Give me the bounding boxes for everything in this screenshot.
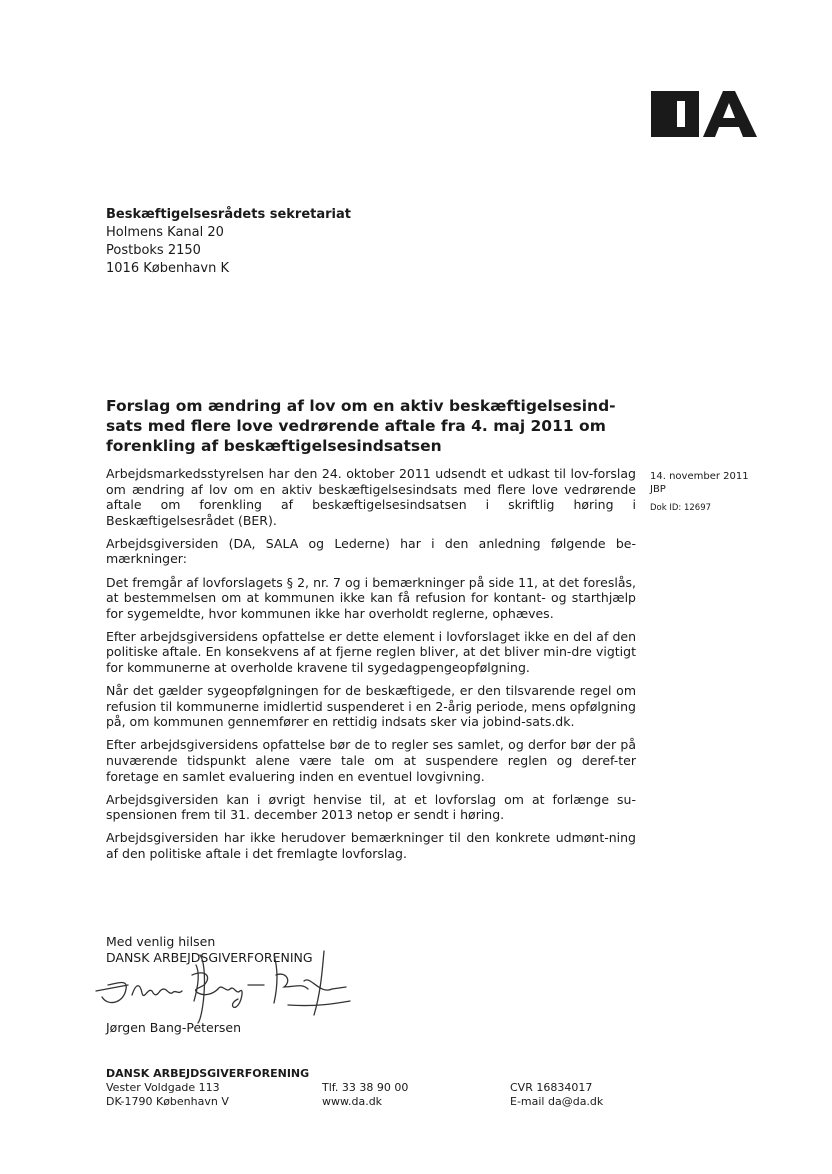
paragraph: Arbejdsgiversiden kan i øvrigt henvise til, at et lovforslag om at forlænge su-spensionen frem til 31. december 2013 netop er sendt i høring. bbox=[106, 791, 636, 823]
paragraph: Efter arbejdsgiversidens opfattelse bør de to regler ses samlet, og derfor bør der på nuværende tidspunkt alene være tale om at suspendere reglen og deref-ter foretage en samlet evaluering inden en eventuel lovgivning. bbox=[106, 737, 636, 784]
recipient-pobox: Postboks 2150 bbox=[106, 243, 201, 258]
paragraph: Arbejdsgiversiden har ikke herudover bemærkninger til den konkrete udmønt-ning af den politiske aftale i det fremlagte lovforslag. bbox=[106, 830, 636, 861]
letter-title: Forslag om ændring af lov om en aktiv beskæftigelsesind-sats med flere love vedrørende aftale fra 4. maj 2011 om forenkling af beskæftigelsesindsatsen bbox=[106, 397, 616, 455]
letter-body bbox=[106, 466, 636, 869]
paragraph: Det fremgår af lovforslagets § 2, nr. 7 og i bemærkninger på side 11, at det foreslås, at bestemmelsen om at kommunen ikke kan få refusion for kontant- og starthjælp for sygemeldte, hvor kommunen ikke har overholdt reglerne, ophæves. bbox=[106, 574, 636, 621]
footer-registration bbox=[510, 1081, 603, 1109]
letter-date: 14. november 2011 bbox=[650, 471, 749, 482]
footer-email-link[interactable]: E-mail da@da.dk bbox=[510, 1095, 604, 1108]
recipient-city: 1016 København K bbox=[106, 261, 229, 276]
recipient-address bbox=[106, 206, 351, 278]
document-id: Dok ID: 12697 bbox=[650, 503, 712, 513]
paragraph: Efter arbejdsgiversidens opfattelse er dette element i lovforslaget ikke en del af den politiske aftale. En konsekvens af at fjerne reglen bliver, at det bliver min-dre vigtigt for kommunerne at overholde kravene til sygedagpengeopfølgning. bbox=[106, 628, 636, 676]
footer-city: DK-1790 København V bbox=[106, 1095, 229, 1108]
signer-name: Jørgen Bang-Petersen bbox=[106, 1020, 242, 1035]
closing-organization: DANSK ARBEJDSGIVERFORENING bbox=[106, 949, 313, 965]
recipient-name: Beskæftigelsesrådets sekretariat bbox=[106, 207, 351, 222]
paragraph: Når det gælder sygeopfølgningen for de beskæftigede, er den tilsvarende regel om refusion til kommunerne imidlertid suspenderet i en 2-årig periode, mens opfølgning på, om kommunen gennemfører en rettidig indsats sker via jobind-sats.dk. bbox=[106, 683, 636, 730]
da-logo bbox=[651, 91, 757, 137]
footer-cvr: CVR 16834017 bbox=[510, 1081, 593, 1094]
footer-contact bbox=[322, 1081, 408, 1109]
paragraph: Arbejdsgiversiden (DA, SALA og Lederne) har i den anledning følgende be-mærkninger: bbox=[106, 535, 636, 567]
closing-greeting: Med venlig hilsen bbox=[106, 934, 216, 949]
footer-street: Vester Voldgade 113 bbox=[106, 1081, 220, 1094]
letterhead-footer bbox=[106, 1067, 666, 1108]
letter-metadata bbox=[650, 470, 749, 515]
handwritten-signature bbox=[88, 945, 358, 1025]
paragraph: Arbejdsmarkedsstyrelsen har den 24. oktober 2011 udsendt et udkast til lov-forslag om ændring af lov om en aktiv beskæftigelsesindsats med flere love vedrørende aftale om forenkling af beskæftigelsesindsatsen i skriftlig høring i Beskæftigelsesrådet (BER). bbox=[106, 466, 636, 528]
footer-address bbox=[106, 1081, 229, 1109]
footer-organization: DANSK ARBEJDSGIVERFORENING bbox=[106, 1067, 310, 1080]
footer-phone: Tlf. 33 38 90 00 bbox=[322, 1081, 409, 1094]
letter-initials: JBP bbox=[650, 484, 666, 495]
footer-web-link[interactable]: www.da.dk bbox=[322, 1095, 383, 1108]
recipient-street: Holmens Kanal 20 bbox=[106, 225, 224, 240]
